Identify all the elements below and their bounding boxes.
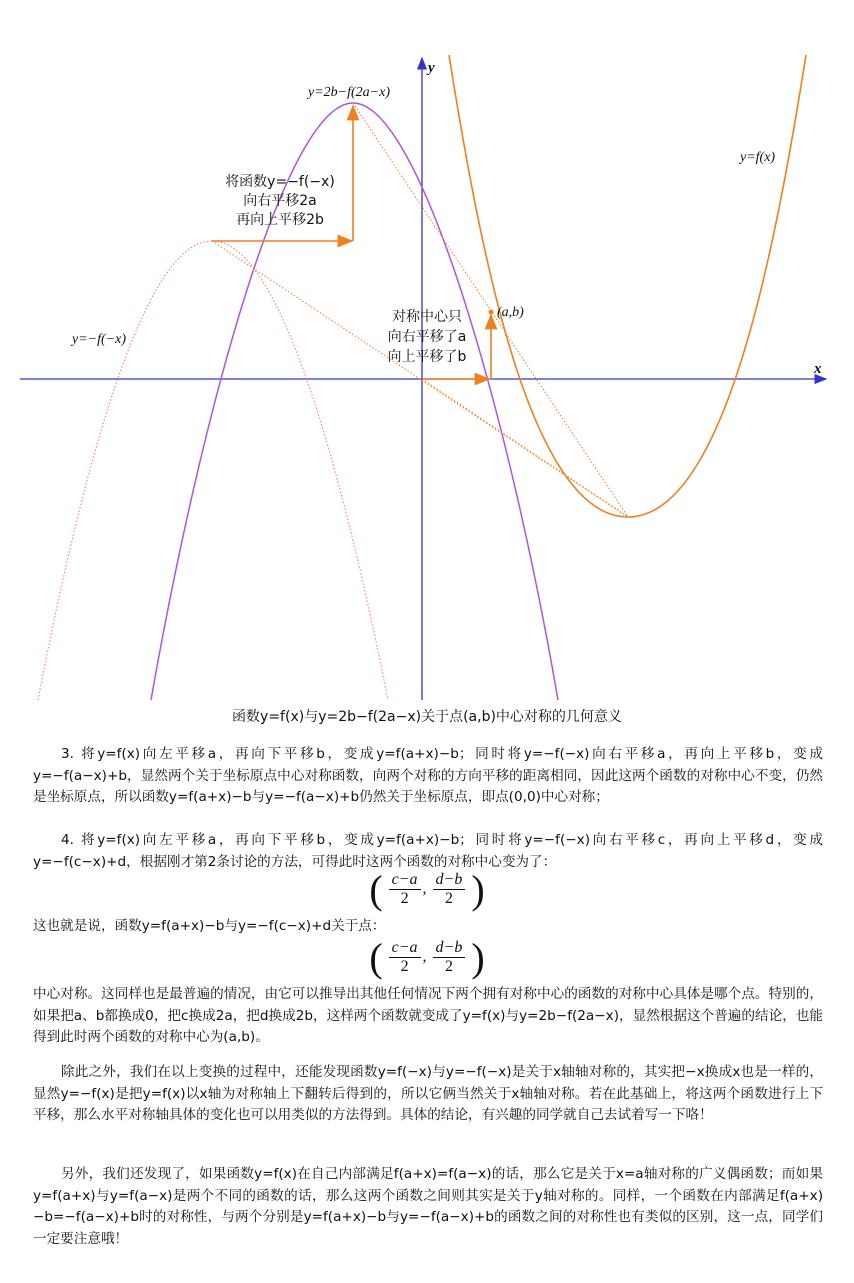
- curve-neg-f-neg-x: [38, 241, 388, 700]
- paragraph-4: 4. 将y=f(x)向左平移a，再向下平移b，变成y=f(a+x)−b；同时将y=−f(−x)向右平移c，再向上平移d，变成y=−f(c−x)+d，根据刚才第2条讨论的方法，可得此时这两个函数的对称中心变为了：: [33, 832, 823, 870]
- label-top-curve: y=2b−f(2a−x): [308, 85, 390, 100]
- paragraph-4b: 这也就是说，函数y=f(a+x)−b与y=−f(c−x)+d关于点：: [33, 918, 386, 934]
- paragraph-4c: 中心对称。这同样也是最普遍的情况，由它可以推导出其他任何情况下两个拥有对称中心的函数的对称中心具体是哪个点。特别的，如果把a、b都换成0，把c换成2a，把d换成2b，这样两个函数就变成了y=f(x)与y=2b−f(2a−x)，显然根据这个普遍的结论，也能得到此时两个函数的对称中心为(a,b)。: [33, 986, 823, 1045]
- center-formula-1: ( $\frac{c-a}{2}$ , $\frac{d-b}{2}$ ): [369, 867, 485, 912]
- note-center-line-3: 向上平移了b: [387, 349, 467, 365]
- center-formula-2: ( $\frac{c-a}{2}$ , $\frac{d-b}{2}$ ): [369, 935, 485, 980]
- figure-caption: 函数y=f(x)与y=2b−f(2a−x)关于点(a,b)中心对称的几何意义: [232, 709, 622, 725]
- note-center-line-2: 向右平移了a: [387, 329, 467, 345]
- fraction-d-b: $\frac{d-b}{2}$: [433, 871, 466, 908]
- fraction-c-a-2: $\frac{c-a}{2}$: [389, 939, 421, 976]
- center-point: [489, 310, 494, 315]
- note-shift-line-3: 再向上平移2b: [236, 212, 324, 228]
- paragraph-3: 3. 将y=f(x)向左平移a，再向下平移b，变成y=f(a+x)−b；同时将y=−f(−x)向右平移a，再向上平移b，变成y=−f(a−x)+b，显然两个关于坐标原点中心对称函数，向两个对称的方向平移的距离相同，因此这两个函数的对称中心不变，仍然是坐标原点，所以函数y=f(a+x)−b与y=−f(a−x)+b仍然关于坐标原点，即点(0,0)中心对称；: [33, 746, 823, 805]
- label-point: (a,b): [497, 305, 524, 320]
- label-right-curve: y=f(x): [740, 150, 776, 165]
- note-center-line-1: 对称中心只: [392, 309, 462, 325]
- fraction-c-a: $\frac{c-a}{2}$: [389, 871, 421, 908]
- paragraph-5: 除此之外，我们在以上变换的过程中，还能发现函数y=f(−x)与y=−f(−x)是关于x轴轴对称的，其实把−x换成x也是一样的，显然y=−f(x)是把y=f(x)以x轴为对称轴上下翻转后得到的，所以它俩当然关于x轴轴对称。若在此基础上，将这两个函数进行上下平移，那么水平对称轴具体的变化也可以用类似的方法得到。具体的结论，有兴趣的同学就自己去试着写一下咯！: [33, 1064, 823, 1123]
- x-axis-label: x: [814, 361, 822, 377]
- symmetry-line-3: [422, 379, 628, 517]
- note-shift-line-1: 将函数y=−f(−x): [225, 174, 335, 190]
- curve-f-x: [449, 55, 806, 517]
- fraction-d-b-2: $\frac{d-b}{2}$: [433, 939, 466, 976]
- curve-2b-minus-f: [151, 103, 558, 700]
- note-shift-line-2: 向右平移2a: [243, 193, 317, 209]
- label-left-curve: y=−f(−x): [72, 332, 126, 347]
- y-axis-label: y: [428, 60, 435, 76]
- paragraph-6: 另外，我们还发现了，如果函数y=f(x)在自己内部满足f(a+x)=f(a−x)的话，那么它是关于x=a轴对称的广义偶函数；而如果y=f(a+x)与y=f(a−x)是两个不同的函数的话，那么这两个函数之间则其实是关于y轴对称的。同样，一个函数在内部满足f(a+x)−b=−f(a−x)+b时的对称性，与两个分别是y=f(a+x)−b与y=−f(a−x)+b的函数之间的对称性也有类似的区别，这一点，同学们一定要注意哦！: [33, 1166, 823, 1247]
